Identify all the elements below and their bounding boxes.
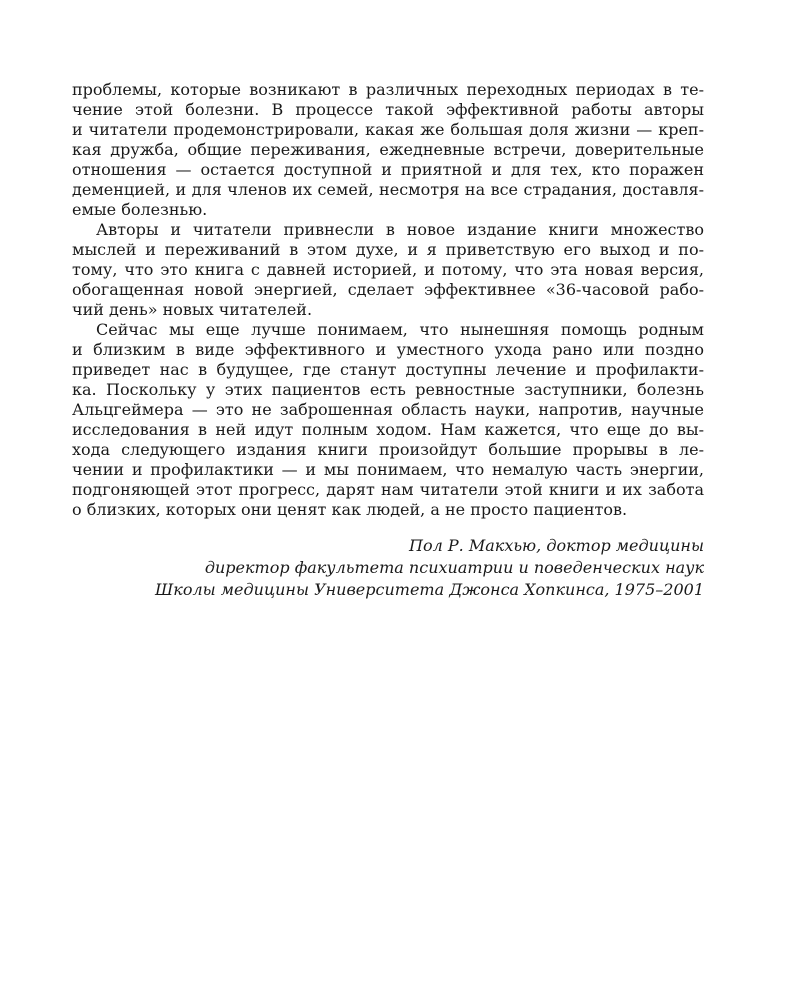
text-line: деменцией, и для членов их семей, несмотря на все страдания, доставля- <box>72 180 704 199</box>
text-line: и близким в виде эффективного и уместного ухода рано или поздно <box>72 340 704 359</box>
paragraph-1 <box>72 80 704 220</box>
text-line: и читатели продемонстрировали, какая же большая доля жизни — креп- <box>72 120 704 139</box>
text-line: чении и профилактики — и мы понимаем, что немалую часть энергии, <box>72 460 704 479</box>
paragraph-3 <box>72 320 704 520</box>
text-line: проблемы, которые возникают в различных переходных периодах в те- <box>72 80 704 99</box>
text-line: хода следующего издания книги произойдут большие прорывы в ле- <box>72 440 704 459</box>
signature-name: Пол Р. Макхью, доктор медицины <box>409 536 704 555</box>
paragraph-2 <box>72 220 704 320</box>
text-line: мыслей и переживаний в этом духе, и я приветствую его выход и по- <box>72 240 704 259</box>
text-line: Сейчас мы еще лучше понимаем, что нынешняя помощь родным <box>96 320 704 339</box>
signature-block <box>72 536 704 602</box>
book-page <box>72 80 704 602</box>
text-line: тому, что это книга с давней историей, и потому, что эта новая версия, <box>72 260 704 279</box>
text-line: чение этой болезни. В процессе такой эффективной работы авторы <box>72 100 704 119</box>
text-line: обогащенная новой энергией, сделает эффективнее «36-часовой рабо- <box>72 280 704 299</box>
text-line: Альцгеймера — это не заброшенная область науки, напротив, научные <box>72 400 704 419</box>
text-line: чий день» новых читателей. <box>72 300 313 319</box>
text-line: отношения — остается доступной и приятной и для тех, кто поражен <box>72 160 704 179</box>
signature-institution: Школы медицины Университета Джонса Хопкинса, 1975–2001 <box>155 580 704 599</box>
text-line: кая дружба, общие переживания, ежедневные встречи, доверительные <box>72 140 704 159</box>
signature-position: директор факультета психиатрии и поведенческих наук <box>204 558 704 577</box>
text-line: приведет нас в будущее, где станут доступны лечение и профилакти- <box>72 360 704 379</box>
text-line: емые болезнью. <box>72 200 208 219</box>
text-line: Авторы и читатели привнесли в новое издание книги множество <box>96 220 704 239</box>
text-line: исследования в ней идут полным ходом. Нам кажется, что еще до вы- <box>72 420 704 439</box>
text-line: ка. Поскольку у этих пациентов есть ревностные заступники, болезнь <box>72 380 704 399</box>
text-line: подгоняющей этот прогресс, дарят нам читатели этой книги и их забота <box>72 480 704 499</box>
text-line: о близких, которых они ценят как людей, а не просто пациентов. <box>72 500 628 519</box>
